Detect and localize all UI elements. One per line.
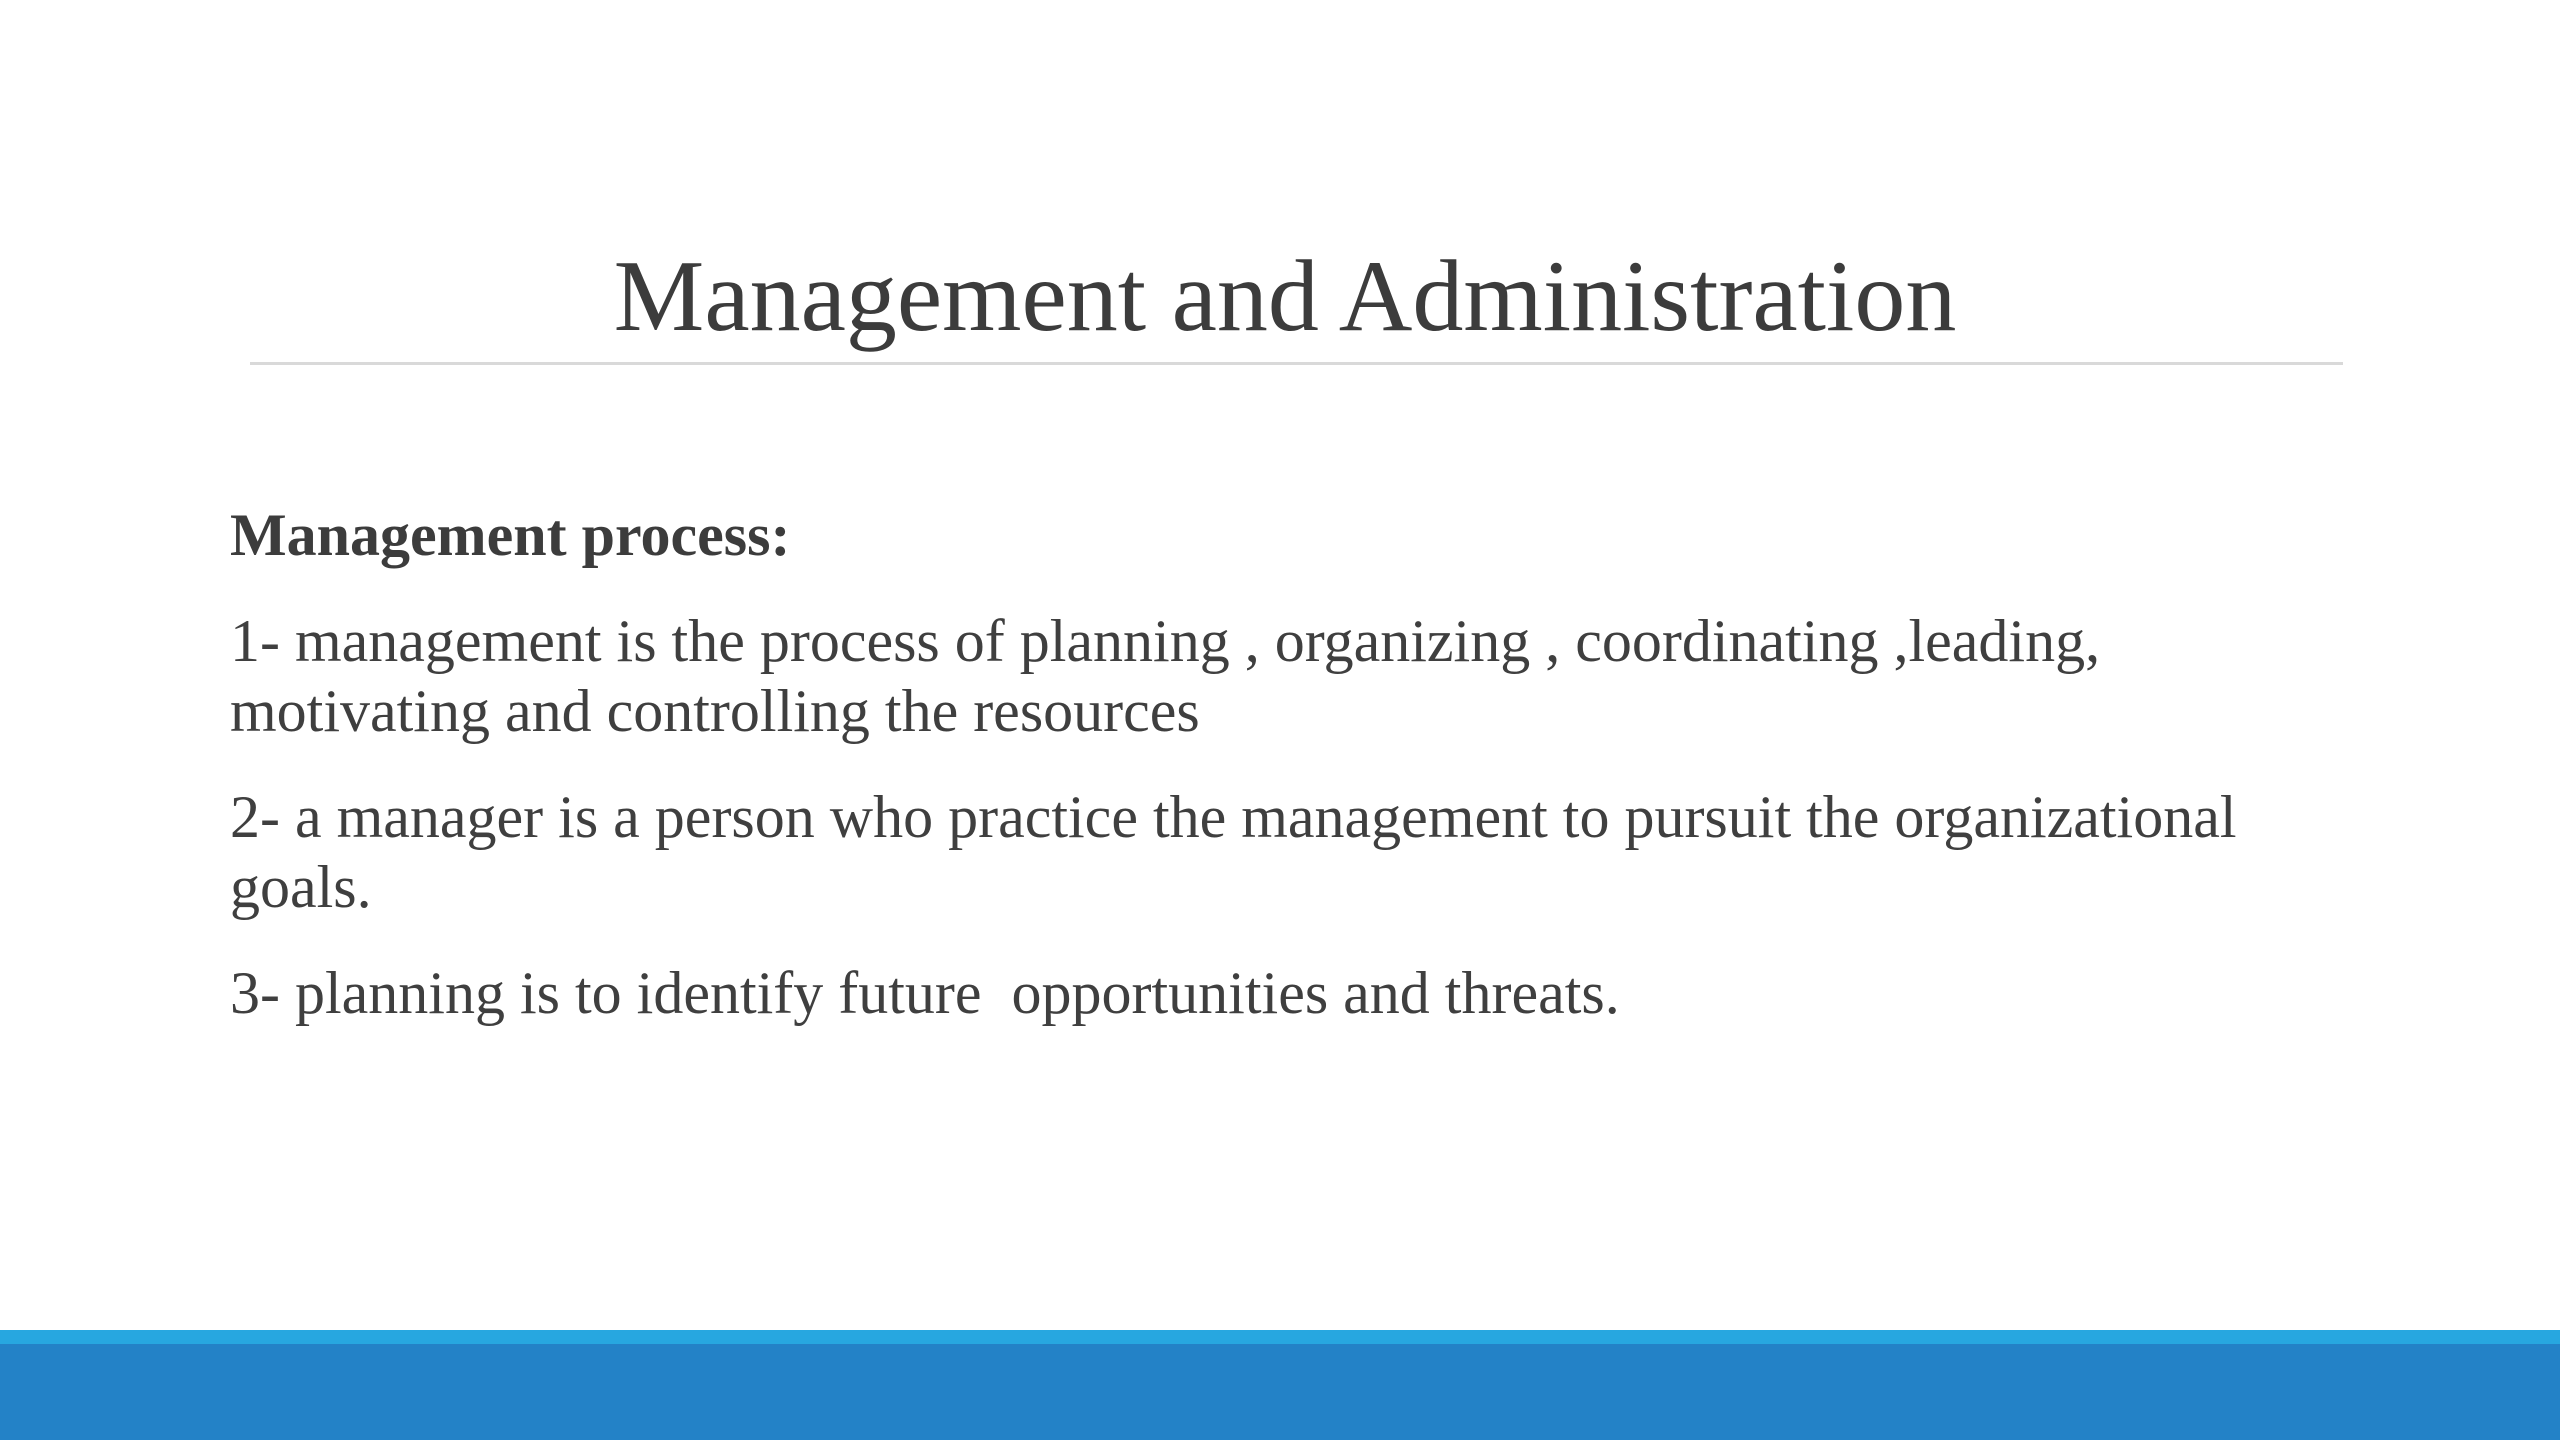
slide-title: Management and Administration <box>613 240 1957 353</box>
list-item-text: management is the process of planning , organizing , coordinating ,leading, motivating and controlling the resources <box>230 608 2101 744</box>
title-divider <box>250 362 2343 365</box>
list-item-number: 2- <box>230 784 280 850</box>
slide-content <box>230 500 2350 1064</box>
list-item <box>230 958 2350 1028</box>
list-item-text: planning is to identify future opportunities and threats. <box>294 960 1620 1026</box>
section-heading: Management process: <box>230 502 791 568</box>
list-item <box>230 606 2350 746</box>
footer-bar <box>0 1344 2560 1440</box>
footer-accent-bar <box>0 1330 2560 1344</box>
list-item-number: 3- <box>230 960 280 1026</box>
list-item-number: 1- <box>230 608 280 674</box>
list-item <box>230 782 2350 922</box>
list-item-text: a manager is a person who practice the management to pursuit the organizational goals. <box>230 784 2237 920</box>
